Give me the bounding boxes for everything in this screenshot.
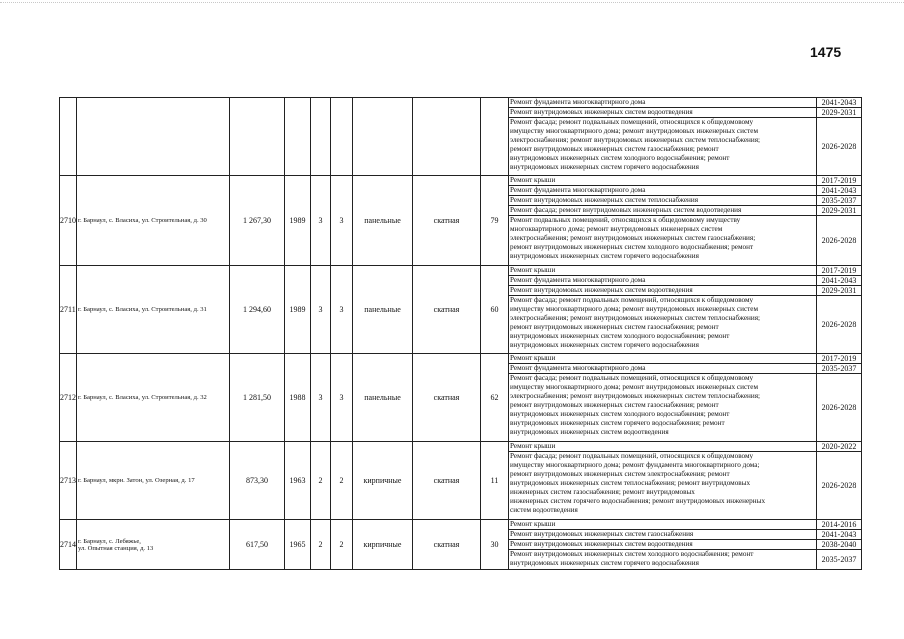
table-row	[60, 354, 862, 364]
work-type: Ремонт крыши	[509, 442, 817, 452]
row-number: 2712	[60, 354, 77, 442]
work-type: Ремонт внутридомовых инженерных систем теплоснабжения	[509, 196, 817, 206]
address: г. Барнаул, с. Власиха, ул. Строительная, д. 30	[77, 176, 230, 266]
work-period: 2017-2019	[817, 176, 862, 186]
work-period: 2029-2031	[817, 108, 862, 118]
work-type: Ремонт крыши	[509, 266, 817, 276]
area: 1 281,50	[230, 354, 285, 442]
roof-type: скатная	[413, 354, 481, 442]
address: г. Барнаул, с. Власиха, ул. Строительная, д. 31	[77, 266, 230, 354]
floors: 2	[311, 442, 331, 520]
work-type: Ремонт внутридомовых инженерных систем водоотведения	[509, 540, 817, 550]
entrances: 3	[331, 266, 353, 354]
year: 1963	[285, 442, 311, 520]
area: 1 294,60	[230, 266, 285, 354]
row-number: 2713	[60, 442, 77, 520]
year: 1988	[285, 354, 311, 442]
table-row	[60, 442, 862, 452]
work-period: 2035-2037	[817, 364, 862, 374]
year: 1965	[285, 520, 311, 570]
work-type: Ремонт внутридомовых инженерных систем холодного водоснабжения; ремонт внутридомовых инженерных систем горячего водоснабжения	[509, 550, 817, 570]
work-period: 2026-2028	[817, 118, 862, 176]
row-number: 2714	[60, 520, 77, 570]
work-period: 2035-2037	[817, 196, 862, 206]
work-type: Ремонт фундамента многоквартирного дома	[509, 276, 817, 286]
entrances: 2	[331, 442, 353, 520]
work-period: 2026-2028	[817, 452, 862, 520]
area: 617,50	[230, 520, 285, 570]
roof-type: скатная	[413, 442, 481, 520]
table-row	[60, 176, 862, 186]
work-period: 2041-2043	[817, 186, 862, 196]
floors: 3	[311, 354, 331, 442]
work-type: Ремонт крыши	[509, 176, 817, 186]
year: 1989	[285, 176, 311, 266]
work-type: Ремонт внутридомовых инженерных систем водоотведения	[509, 286, 817, 296]
work-period: 2017-2019	[817, 354, 862, 364]
work-period: 2035-2037	[817, 550, 862, 570]
work-period: 2026-2028	[817, 374, 862, 442]
work-type: Ремонт фасада; ремонт подвальных помещений, относящихся к общедомовому имуществу многоквартирного дома; ремонт фундамента многоквартирного дома; ремонт внутридомовых инженерных систем электроснабжения; ремонт внутридомовых инженерных систем теплоснабжения; ремонт внутридомовых инженерных систем газоснабжения; ремонт внутридомовых инженерных систем горячего водоснабжения; ремонт внутридомовых инженерных систем водоотведения	[509, 452, 817, 520]
work-period: 2029-2031	[817, 286, 862, 296]
floors: 3	[311, 266, 331, 354]
address-line: г. Барнаул, с. Лебяжье,	[78, 537, 141, 545]
work-period: 2041-2043	[817, 276, 862, 286]
work-type: Ремонт фасада; ремонт подвальных помещений, относящихся к общедомовому имуществу многоквартирного дома; ремонт внутридомовых инженерных систем электроснабжения; ремонт внутридомовых инженерных систем теплоснабжения; ремонт внутридомовых инженерных систем газоснабжения; ремонт внутридомовых инженерных систем холодного водоснабжения; ремонт внутридомовых инженерных систем горячего водоснабжения	[509, 296, 817, 354]
work-period: 2029-2031	[817, 206, 862, 216]
floors: 2	[311, 520, 331, 570]
entrances: 3	[331, 176, 353, 266]
work-period: 2017-2019	[817, 266, 862, 276]
roof-type: скатная	[413, 176, 481, 266]
table-row	[60, 98, 862, 108]
area: 1 267,30	[230, 176, 285, 266]
address	[77, 520, 230, 570]
work-type: Ремонт фасада; ремонт подвальных помещений, относящихся к общедомовому имуществу многоквартирного дома; ремонт внутридомовых инженерных систем электроснабжения; ремонт внутридомовых инженерных систем теплоснабжения; ремонт внутридомовых инженерных систем газоснабжения; ремонт внутридомовых инженерных систем холодного водоснабжения; ремонт внутридомовых инженерных систем горячего водоснабжения; ремонт внутридомовых инженерных систем водоотведения	[509, 374, 817, 442]
count: 79	[481, 176, 509, 266]
row-number: 2710	[60, 176, 77, 266]
scan-artifact-line	[0, 2, 904, 9]
page-number: 1475	[810, 44, 842, 60]
work-type: Ремонт крыши	[509, 354, 817, 364]
floors: 3	[311, 176, 331, 266]
count: 30	[481, 520, 509, 570]
work-period: 2026-2028	[817, 296, 862, 354]
count: 62	[481, 354, 509, 442]
address: г. Барнаул, с. Власиха, ул. Строительная, д. 32	[77, 354, 230, 442]
work-type: Ремонт фундамента многоквартирного дома	[509, 364, 817, 374]
wall-material: кирпичные	[353, 520, 413, 570]
work-type: Ремонт фундамента многоквартирного дома	[509, 186, 817, 196]
wall-material: панельные	[353, 354, 413, 442]
work-type: Ремонт фасада; ремонт внутридомовых инженерных систем водоотведения	[509, 206, 817, 216]
address-line: ул. Опытная станция, д. 13	[78, 544, 154, 552]
year: 1989	[285, 266, 311, 354]
work-period: 2041-2043	[817, 530, 862, 540]
wall-material: кирпичные	[353, 442, 413, 520]
address: г. Барнаул, мкрн. Затон, ул. Озерная, д. 17	[77, 442, 230, 520]
work-period: 2041-2043	[817, 98, 862, 108]
table-row	[60, 266, 862, 276]
count: 60	[481, 266, 509, 354]
roof-type: скатная	[413, 520, 481, 570]
work-type: Ремонт фасада; ремонт подвальных помещений, относящихся к общедомовому имуществу многоквартирного дома; ремонт внутридомовых инженерных систем электроснабжения; ремонт внутридомовых инженерных систем теплоснабжения; ремонт внутридомовых инженерных систем газоснабжения; ремонт внутридомовых инженерных систем холодного водоснабжения; ремонт внутридомовых инженерных систем горячего водоснабжения	[509, 118, 817, 176]
work-type: Ремонт фундамента многоквартирного дома	[509, 98, 817, 108]
repair-schedule-table	[59, 97, 862, 570]
work-period: 2038-2040	[817, 540, 862, 550]
work-type: Ремонт внутридомовых инженерных систем газоснабжения	[509, 530, 817, 540]
wall-material: панельные	[353, 176, 413, 266]
wall-material: панельные	[353, 266, 413, 354]
work-type: Ремонт подвальных помещений, относящихся к общедомовому имуществу многоквартирного дома; ремонт внутридомовых инженерных систем электроснабжения; ремонт внутридомовых инженерных систем газоснабжения; ремонт внутридомовых инженерных систем холодного водоснабжения; ремонт внутридомовых инженерных систем горячего водоснабжения	[509, 216, 817, 266]
roof-type: скатная	[413, 266, 481, 354]
table-row	[60, 520, 862, 530]
work-period: 2014-2016	[817, 520, 862, 530]
entrances: 2	[331, 520, 353, 570]
work-type: Ремонт крыши	[509, 520, 817, 530]
area: 873,30	[230, 442, 285, 520]
count: 11	[481, 442, 509, 520]
entrances: 3	[331, 354, 353, 442]
row-number: 2711	[60, 266, 77, 354]
work-period: 2026-2028	[817, 216, 862, 266]
work-type: Ремонт внутридомовых инженерных систем водоотведения	[509, 108, 817, 118]
work-period: 2020-2022	[817, 442, 862, 452]
